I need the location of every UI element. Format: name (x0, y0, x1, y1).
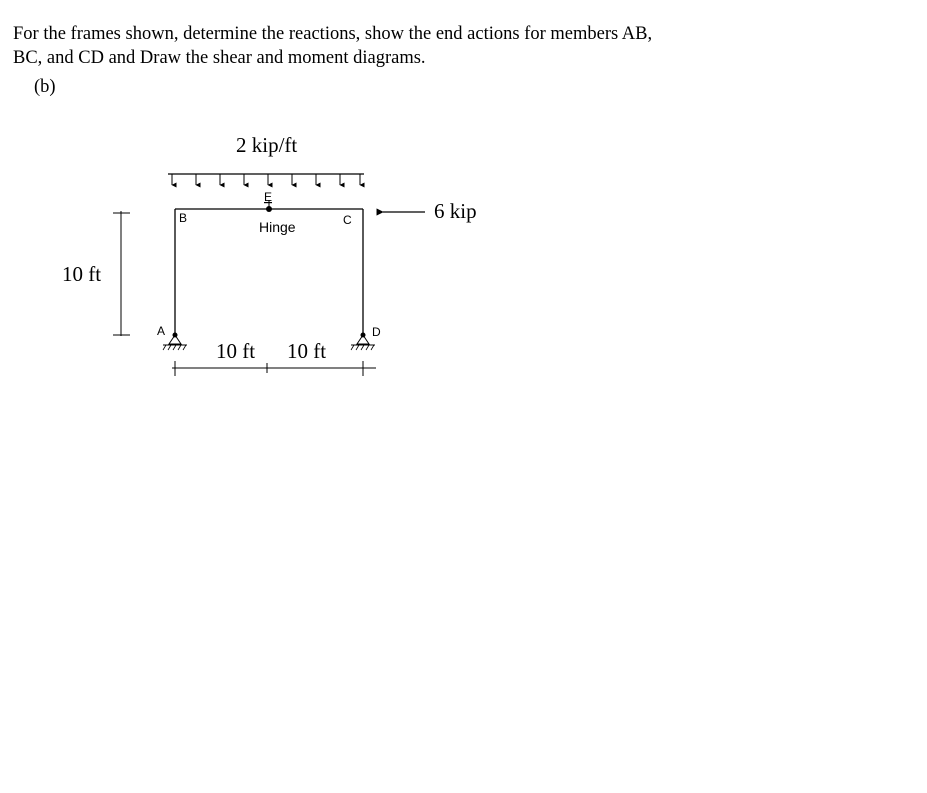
support-a (163, 333, 187, 351)
span-left-dim-label: 10 ft (216, 339, 256, 363)
support-a-hatch (163, 345, 186, 350)
point-load-label: 6 kip (434, 199, 477, 223)
hinge-label: Hinge (259, 219, 296, 235)
problem-line-2: BC, and CD and Draw the shear and moment diagrams. (13, 48, 426, 68)
load-arrows (172, 174, 360, 185)
problem-line-1: For the frames shown, determine the reactions, show the end actions for members AB, (13, 24, 653, 44)
node-label-a: A (157, 324, 166, 338)
span-dimension (172, 361, 376, 376)
part-label: (b) (34, 77, 56, 97)
point-load (383, 199, 477, 223)
node-label-e: E (264, 190, 273, 204)
node-label-d: D (372, 325, 381, 339)
support-d-hatch (351, 345, 374, 350)
node-label-c: C (343, 213, 352, 227)
hinge-dot (266, 206, 272, 212)
distributed-load-label: 2 kip/ft (236, 133, 298, 157)
hinge-e (259, 190, 296, 235)
node-label-b: B (179, 211, 188, 225)
height-dimension (113, 211, 130, 336)
height-dim-label: 10 ft (62, 262, 102, 286)
distributed-load (168, 133, 364, 185)
span-right-dim-label: 10 ft (287, 339, 327, 363)
